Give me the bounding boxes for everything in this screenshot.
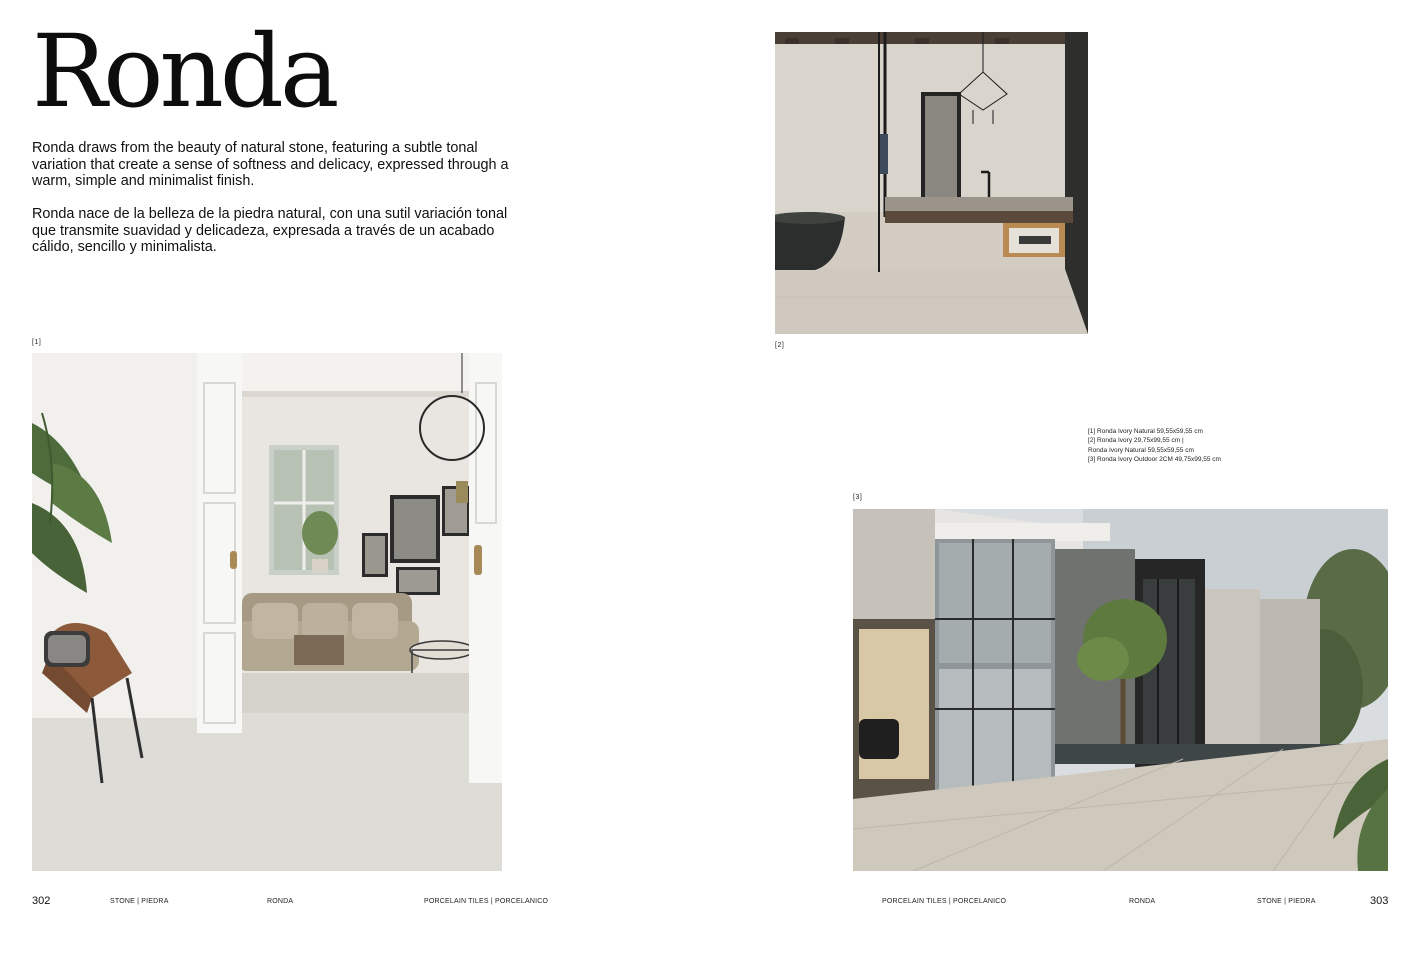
page-number-right: 303 [1370, 895, 1389, 907]
house-exterior-illustration [853, 509, 1388, 871]
legend-line-1: [1] Ronda Ivory Natural 59,55x59,55 cm [1088, 428, 1203, 435]
intro-english: Ronda draws from the beauty of natural stone, featuring a subtle tonal variation that create a sense of softness and delicacy, expressed through a warm, simple and minimalist finish. [32, 140, 509, 189]
page-title: Ronda [32, 13, 336, 130]
product-legend [1088, 427, 1221, 464]
footer-section-left: PORCELAIN TILES | PORCELANICO [424, 898, 549, 905]
footer-section-right: PORCELAIN TILES | PORCELANICO [882, 898, 1007, 905]
photo-caption-3: [3] [853, 494, 863, 501]
living-room-photo [32, 353, 502, 871]
photo-caption-1: [1] [32, 339, 42, 346]
footer-collection-right: RONDA [1129, 898, 1156, 905]
legend-line-2: [2] Ronda Ivory 29,75x99,55 cm | [1088, 437, 1184, 445]
intro-spanish: Ronda nace de la belleza de la piedra natural, con una sutil variación tonal que transmite suavidad y delicadeza, expresada a través de un acabado cálido, sencillo y minimalista. [32, 206, 508, 255]
house-exterior-photo [853, 509, 1388, 871]
bathroom-illustration [775, 32, 1088, 334]
legend-line-3: Ronda Ivory Natural 59,55x59,55 cm [1088, 446, 1194, 454]
photo-caption-2: [2] [775, 342, 785, 349]
living-room-illustration [32, 353, 502, 871]
legend-line-4: [3] Ronda Ivory Outdoor 2CM 49,75x99,55 cm [1088, 455, 1221, 463]
footer-category-right: STONE | PIEDRA [1257, 898, 1316, 905]
bathroom-photo [775, 32, 1088, 334]
footer-category-left: STONE | PIEDRA [110, 898, 169, 905]
page-number-left: 302 [32, 895, 51, 907]
footer-collection-left: RONDA [267, 898, 294, 905]
